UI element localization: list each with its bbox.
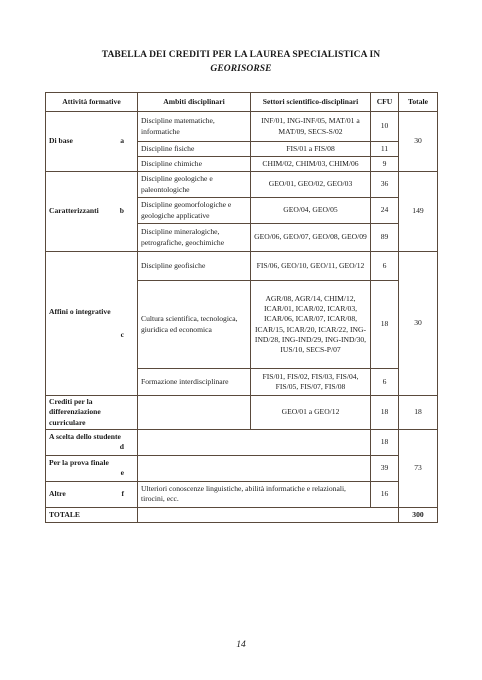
activity-letter: d [119, 442, 124, 452]
credits-table [45, 92, 438, 523]
activity-label: Altre [49, 489, 66, 499]
ambito-cell: Discipline geofisiche [138, 252, 251, 281]
table-title: TABELLA DEI CREDITI PER LA LAUREA SPECIALISTICA IN [101, 50, 381, 60]
ambito-cell: Discipline fisiche [138, 142, 251, 157]
table-row [46, 481, 438, 507]
header-attivita: Attività formative [46, 93, 138, 112]
ambito-cell: Discipline geologiche e paleontologiche [138, 172, 251, 198]
settori-cell: GEO/06, GEO/07, GEO/08, GEO/09 [251, 224, 371, 252]
settori-cell: AGR/08, AGR/14, CHIM/12, ICAR/01, ICAR/02, ICAR/03, ICAR/06, ICAR/07, ICAR/08, ICAR/15, ICAR/20, ICAR/22, ING-IND/28, ING-IND/29, ING-IND/30, IUS/10, SECS-P/07 [251, 281, 371, 369]
cfu-cell: 6 [371, 252, 399, 281]
total-row [46, 507, 438, 522]
settori-cell: FIS/01, FIS/02, FIS/03, FIS/04, FIS/05, FIS/07, FIS/08 [251, 369, 371, 396]
activity-label: A scelta dello studente [49, 432, 121, 441]
cfu-cell: 10 [371, 112, 399, 142]
total-cell: 30 [399, 252, 438, 396]
settori-cell: GEO/01, GEO/02, GEO/03 [251, 172, 371, 198]
settori-cell: FIS/01 a FIS/08 [251, 142, 371, 157]
cfu-cell: 39 [371, 455, 399, 481]
header-totale: Totale [399, 93, 438, 112]
grand-total-cell: 300 [399, 507, 438, 522]
table-subtitle: GEORISORSE [210, 64, 272, 74]
total-cell: 30 [399, 112, 438, 172]
cfu-cell: 11 [371, 142, 399, 157]
cfu-cell: 16 [371, 481, 399, 507]
header-ambiti: Ambiti disciplinari [138, 93, 251, 112]
table-row [46, 252, 438, 281]
ambito-cell [138, 396, 251, 430]
settori-cell: FIS/06, GEO/10, GEO/11, GEO/12 [251, 252, 371, 281]
ambito-cell: Discipline geomorfologiche e geologiche applicative [138, 198, 251, 224]
activity-cell [46, 172, 138, 252]
page-number: 14 [236, 640, 246, 650]
activity-label: Di base [49, 136, 73, 146]
header-row [46, 93, 438, 112]
cfu-cell: 18 [371, 281, 399, 369]
activity-letter: c [120, 329, 124, 339]
cfu-cell: 18 [371, 396, 399, 430]
table-row [46, 429, 438, 455]
settori-cell: CHIM/02, CHIM/03, CHIM/06 [251, 157, 371, 172]
settori-cell: INF/01, ING-INF/05, MAT/01 a MAT/09, SECS-S/02 [251, 112, 371, 142]
activity-cell: Crediti per la differenziazione curriculare [46, 396, 138, 430]
activity-cell [46, 252, 138, 396]
cfu-cell: 36 [371, 172, 399, 198]
activity-letter: f [121, 489, 124, 499]
activity-letter: b [119, 206, 124, 216]
header-cfu: CFU [371, 93, 399, 112]
ambito-cell [138, 455, 371, 481]
total-cell: 149 [399, 172, 438, 252]
total-label: TOTALE [46, 507, 138, 522]
activity-letter: a [120, 136, 124, 146]
activity-cell [46, 429, 138, 455]
empty-cell [138, 507, 399, 522]
ambito-cell: Discipline matematiche, informatiche [138, 112, 251, 142]
table-row [46, 172, 438, 198]
activity-label: Caratterizzanti [49, 206, 99, 216]
ambito-cell: Ulteriori conoscenze linguistiche, abilità informatiche e relazionali, tirocini, ecc. [138, 481, 371, 507]
table-row [46, 455, 438, 481]
cfu-cell: 24 [371, 198, 399, 224]
header-settori: Settori scientifico-disciplinari [251, 93, 371, 112]
activity-cell [46, 112, 138, 172]
cfu-cell: 18 [371, 429, 399, 455]
ambito-cell: Discipline mineralogiche, petrografiche, geochimiche [138, 224, 251, 252]
activity-letter: e [120, 468, 124, 478]
total-cell: 18 [399, 396, 438, 430]
activity-cell [46, 455, 138, 481]
ambito-cell: Discipline chimiche [138, 157, 251, 172]
total-cell: 73 [399, 429, 438, 507]
cfu-cell: 6 [371, 369, 399, 396]
ambito-cell: Cultura scientifica, tecnologica, giuridica ed economica [138, 281, 251, 369]
cfu-cell: 9 [371, 157, 399, 172]
activity-label: Affini o integrative [49, 307, 111, 317]
table-row [46, 112, 438, 142]
cfu-cell: 89 [371, 224, 399, 252]
ambito-cell [138, 429, 371, 455]
activity-cell [46, 481, 138, 507]
ambito-cell: Formazione interdisciplinare [138, 369, 251, 396]
table-row [46, 396, 438, 430]
settori-cell: GEO/01 a GEO/12 [251, 396, 371, 430]
activity-label: Per la prova finale [49, 458, 109, 467]
settori-cell: GEO/04, GEO/05 [251, 198, 371, 224]
